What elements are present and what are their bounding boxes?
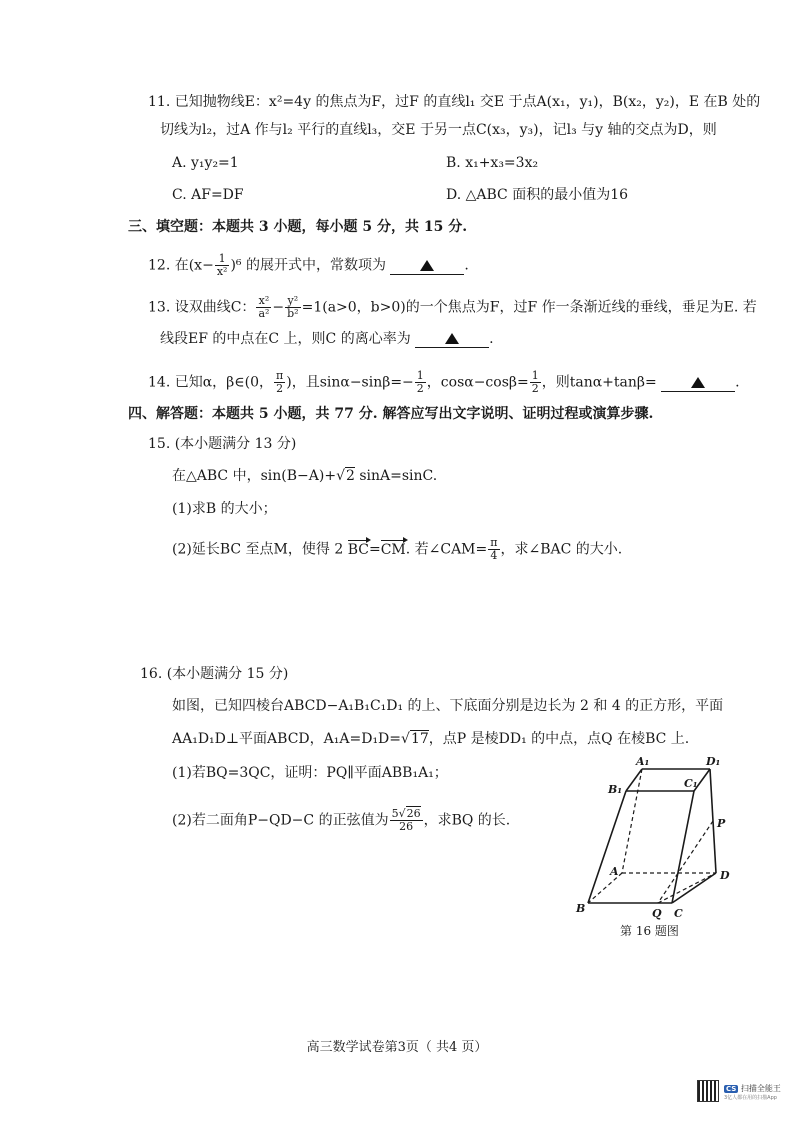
q12-answer-blank — [390, 258, 464, 275]
q11-option-d: D. △ABC 面积的最小值为16 — [446, 187, 629, 203]
label-p: P — [717, 817, 726, 830]
q14: 14. 已知α，β∈(0， $\frac{\pi}{2}$ )，且sinα−sinβ=− $\frac{1}{2}$ ，cosα−cosβ= $\frac{1}{2}$ ，则tanα+tanβ= . — [148, 369, 740, 395]
q13-fraction-x: $\frac{\text{x²}}{\text{a²}}$ — [258, 294, 270, 320]
q13-line1: 13. 设双曲线C： $\frac{\text{x²}}{\text{a²}}$ − $\frac{\text{y²}}{\text{b²}}$ =1(a>0，b>0)的一个焦点为F，过F 作一条渐近线的垂线，垂足为E. 若 — [148, 294, 757, 320]
label-c: C — [674, 907, 683, 920]
q13-fraction-y: $\frac{\text{y²}}{\text{b²}}$ — [287, 294, 299, 320]
scanner-watermark: CS 扫描全能王 — [726, 1084, 781, 1093]
q14-answer-blank — [661, 375, 735, 392]
label-q: Q — [652, 907, 662, 920]
answer-triangle-icon — [445, 333, 459, 344]
q15-part2: (2)延长BC 至点M，使得 2 BC=CM. 若∠CAM= $\frac{\pi}{4}$ ，求∠BAC 的大小. — [172, 536, 623, 562]
q11-option-a: A. y₁y₂=1 — [172, 155, 239, 171]
q12-pre: 12. 在(x− — [148, 257, 214, 274]
label-b: B — [576, 902, 586, 915]
section4-heading: 四、解答题：本题共 5 小题，共 77 分. 解答应写出文字说明、证明过程或演算步骤. — [128, 406, 654, 422]
q16-fraction: $\frac{5√26}{26}$ — [391, 807, 421, 833]
q13-answer-blank — [415, 331, 489, 348]
label-b1: B₁ — [608, 783, 623, 796]
q13-line2: 线段EF 的中点在C 上，则C 的离心率为 . — [160, 331, 494, 347]
q11-line1: 11. 已知抛物线E：x²=4y 的焦点为F，过F 的直线l₁ 交E 于点A(x₁，y₁)，B(x₂，y₂)，E 在B 处的 — [148, 94, 761, 110]
q11-option-c: C. AF=DF — [172, 187, 244, 203]
label-d: D — [720, 869, 730, 882]
q11-line2: 切线为l₂，过A 作与l₂ 平行的直线l₃，交E 于另一点C(x₃，y₃)，记l₃ 与y 轴的交点为D，则 — [160, 122, 717, 138]
q15-part1: (1)求B 的大小； — [172, 501, 277, 517]
q16-line1: 如图，已知四棱台ABCD−A₁B₁C₁D₁ 的上、下底面分别是边长为 2 和 4 的正方形，平面 — [172, 698, 724, 714]
q11-option-b: B. x₁+x₃=3x₂ — [446, 155, 539, 171]
answer-triangle-icon — [420, 260, 434, 271]
label-a: A — [610, 865, 619, 878]
q16-part1: (1)若BQ=3QC，证明：PQ∥平面ABB₁A₁； — [172, 765, 448, 781]
label-c1: C₁ — [684, 777, 698, 790]
answer-triangle-icon — [691, 377, 705, 388]
q16-frustum-figure — [560, 755, 740, 920]
label-a1: A₁ — [636, 755, 650, 768]
q16-line2: AA₁D₁D⊥平面ABCD，A₁A=D₁D=√17，点P 是棱DD₁ 的中点，点Q 在棱BC 上. — [172, 731, 690, 747]
q16-part2: (2)若二面角P−QD−C 的正弦值为 $\frac{5√26}{26}$ ，求BQ 的长. — [172, 807, 511, 833]
q12-fraction: $\frac{1}{\text{x²}}$ — [216, 252, 228, 278]
q15-stem: 在△ABC 中，sin(B−A)+√2 sinA=sinC. — [172, 468, 438, 484]
q12: 12. 在(x− $\frac{1}{\text{x²}}$ )⁶ 的展开式中，常数项为 . — [148, 252, 469, 278]
q12-post: )⁶ 的展开式中，常数项为 — [230, 257, 386, 274]
q16-title: 16. (本小题满分 15 分) — [140, 666, 289, 682]
page-footer: 高三数学试卷第3页（ 共4 页） — [306, 1040, 488, 1055]
scanner-badge: CS — [726, 1085, 737, 1093]
label-d1: D₁ — [706, 755, 721, 768]
qr-code-icon — [697, 1080, 719, 1102]
q15-title: 15. (本小题满分 13 分) — [148, 436, 297, 452]
scanner-subtext: 3亿人都在用的扫描App — [724, 1095, 777, 1101]
q16-figure-caption: 第 16 题图 — [620, 924, 679, 938]
section3-heading: 三、填空题：本题共 3 小题，每小题 5 分，共 15 分. — [128, 219, 468, 235]
